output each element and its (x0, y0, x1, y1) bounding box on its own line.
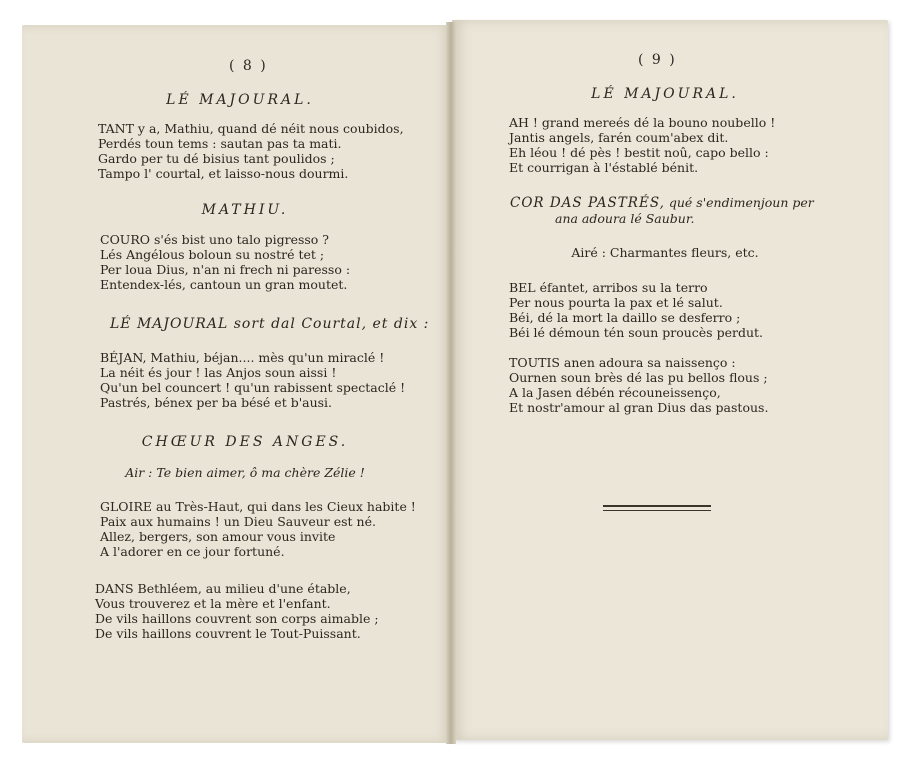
verse-line: TOUTIS anen adoura sa naissenço : (509, 355, 736, 370)
verse-line: DANS Bethléem, au milieu d'une étable, (95, 581, 351, 596)
air-te-bien-aimer: Air : Te bien aimer, ô ma chère Zélie ! (125, 465, 365, 480)
verse-line: A l'adorer en ce jour fortuné. (100, 544, 285, 559)
stanza-bejan (100, 350, 405, 410)
verse-line: Ournen soun brès dé las pu bellos flous ; (509, 370, 768, 385)
heading-le-majoural-right: LÉ MAJOURAL. (591, 86, 739, 102)
verse-line: Eh léou ! dé pès ! bestit noû, capo bello : (509, 145, 769, 160)
verse-line: GLOIRE au Très-Haut, qui dans les Cieux habite ! (100, 499, 416, 514)
page-number-left: ( 8 ) (229, 58, 268, 74)
heading-cor-das-pastres-subtitle: qué s'endimenjoun per (668, 195, 814, 210)
verse-line: AH ! grand mereés dé la bouno noubello ! (509, 115, 776, 130)
verse-line: Et nostr'amour al gran Dius das pastous. (509, 400, 769, 415)
heading-cor-das-pastres-line2: ana adoura lé Saubur. (555, 211, 695, 226)
verse-line: Pastrés, bénex per ba bésé et b'ausi. (100, 395, 333, 410)
verse-line: BEL éfantet, arribos su la terro (509, 280, 708, 295)
heading-mathiu: MATHIU. (201, 202, 289, 218)
stanza-gloire (100, 499, 416, 559)
verse-line: Qu'un bel councert ! qu'un rabissent spectaclé ! (100, 380, 406, 395)
verse-line: COURO s'és bist uno talo pigresso ? (100, 232, 330, 247)
verse-line: Béi, dé la mort la daillo se desferro ; (509, 310, 741, 325)
heading-cor-das-pastres (510, 195, 814, 211)
verse-line: De vils haillons couvrent le Tout-Puissant. (95, 626, 361, 641)
verse-line: Béi lé démoun tén soun proucès perdut. (509, 325, 763, 340)
verse-line: Vous trouverez et la mère et l'enfant. (95, 596, 331, 611)
air-charmantes-fleurs: Airé : Charmantes fleurs, etc. (571, 245, 759, 260)
verse-line: Lés Angélous boloun su nostré tet ; (100, 247, 325, 262)
heading-cor-das-pastres-title: COR DAS PASTRÉS, (510, 195, 665, 211)
verse-line: Per nous pourta la pax et lé salut. (509, 295, 723, 310)
stanza-le-majoural-left (98, 121, 404, 181)
book-gutter (446, 22, 456, 744)
verse-line: BÉJAN, Mathiu, béjan.... mès qu'un miraclé ! (100, 350, 385, 365)
heading-le-majoural-left: LÉ MAJOURAL. (166, 92, 314, 108)
verse-line: Allez, bergers, son amour vous invite (100, 529, 336, 544)
verse-line: Tampo l' courtal, et laisso-nous dourmi. (98, 166, 349, 181)
page-number-right: ( 9 ) (638, 52, 677, 68)
verse-line: De vils haillons couvrent son corps aimable ; (95, 611, 379, 626)
verse-line: Paix aux humains ! un Dieu Sauveur est né. (100, 514, 376, 529)
verse-line: Entendex-lés, cantoun un gran moutet. (100, 277, 348, 292)
verse-line: Per loua Dius, n'an ni frech ni paresso : (100, 262, 351, 277)
stanza-mathiu (100, 232, 350, 292)
heading-le-majoural-sort: LÉ MAJOURAL sort dal Courtal, et dix : (110, 316, 430, 332)
stanza-toutis-anen (509, 355, 768, 415)
verse-line: Perdés toun tems : sautan pas ta mati. (98, 136, 342, 151)
verse-line: Et courrigan à l'éstablé bénit. (509, 160, 699, 175)
verse-line: Jantis angels, farén coum'abex dit. (509, 130, 729, 145)
end-ornament-rule (603, 505, 711, 511)
heading-choeur-des-anges: CHŒUR DES ANGES. (141, 434, 349, 450)
verse-line: La néit és jour ! las Anjos soun aissi ! (100, 365, 337, 380)
stanza-bel-efantet (509, 280, 763, 340)
verse-line: TANT y a, Mathiu, quand dé néit nous coubidos, (98, 121, 404, 136)
stanza-dans-bethleem (95, 581, 379, 641)
stanza-ah-grand-merees (509, 115, 775, 175)
verse-line: Gardo per tu dé bisius tant poulidos ; (98, 151, 335, 166)
verse-line: A la Jasen débén récouneissenço, (509, 385, 721, 400)
